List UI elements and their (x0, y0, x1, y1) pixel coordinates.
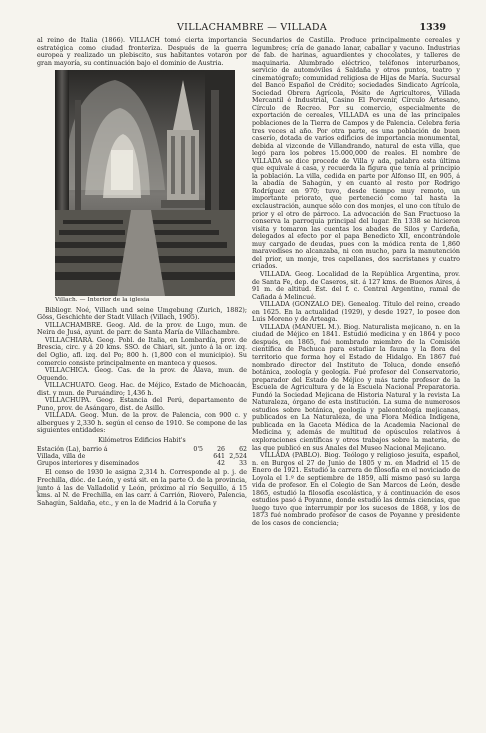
table-cell-buildings: 26 (217, 445, 225, 453)
table-row (37, 446, 247, 453)
running-title: VILLACHAMBRE — VILLADA (177, 22, 328, 33)
entry-villada-manuel: VILLADA (MANUEL M.). Biog. Naturalista mejicano, n. en la ciudad de Méjico en 1841. Estudió medicina y en 1864 y poco después, en 1865, fué nombrado miembro de la Comisión científica de Pachuca para estudiar la fauna y la flora del territorio que forma hoy el Estado de Hidalgo. En 1867 fué nombrado director del Instituto de Toluca, donde enseñó botánica, zoología y geología. Fué profesor del Conservatorio, preparador del Estado de Méjico y más tarde profesor de la Escuela de Agricultura y de la Escuela Nacional Preparatoria. Fundó la Sociedad Mejicana de Historia Natural y la revista La Naturaleza, órgano de esta institución. La suma de numerosos estudios sobre botánica, geología y paleontología mejicanas, publicados en La Naturaleza, de una Flora Médica Indígena, publicada en la Gaceta Médica de la Academia Nacional de Medicina y, además de multitud de opúsculos relativos á exploraciones científicas y otros trabajos sobre la materia, de las que publicó en sus Anales del Museo Nacional Mejicano. (252, 323, 460, 452)
table-cell-label: Estación (La), barrio á (37, 445, 108, 453)
entry-villachambre: VILLACHAMBRE. Geog. Ald. de la prov. de Lugo, mun. de Neira de Jusá, ayunt. de parr. de Santa María de Villachambre. (37, 321, 247, 337)
entry-villachiara: VILLACHIARA. Geog. Pobl. de Italia, en Lombardía, prov. de Brescia, circ. y á 20 kms. SSO. de Chiari, sit. junto á la or. izq. del Oglio, afl. izq. del Po; 800 h. (1,800 con el municipio). Su comercio consiste principalmente en manteca y quesos. (37, 336, 247, 367)
right-column (252, 37, 460, 528)
table-row (37, 460, 247, 467)
table-cell-km: 0'5 (193, 445, 203, 453)
entry-villada-pablo: VILLADA (PABLO). Biog. Teólogo y religioso jesuíta, español, n. en Burgos el 27 de Junio de 1805 y m. en Madrid el 15 de Enero de 1921. Estudió la carrera de filosofía en el noviciado de Loyola el 1.º de septiembre de 1859, allí mismo pasó su larga vida de profesor. En el Colegio de San Marcos de León, desde 1865, estudió la filosofía escolástica, y á continuación de esos estudios pasó á Poyanne, donde estudió las demás ciencias, que luego tuvo que interrumpir por los sucesos de 1868, y los de 1873 fué nombrado profesor de casos de Poyanne y presidente de los casos de conciencia; (252, 452, 460, 527)
church-figure (55, 70, 235, 305)
table-header: Kilómetros Edificios Habit's (98, 437, 186, 445)
entry-villada-title: VILLADA (GONZALO DE). Genealog. Título del reino, creado en 1625. En la actualidad (1929), y desde 1927, lo posee don Luis Moreno y de Arteaga. (252, 301, 460, 324)
entry-villada-palencia: VILLADA. Geog. Mun. de la prov. de Palencia, con 900 c. y albergues y 2,330 h. según el censo de 1910. Se compone de las siguientes entidades: (37, 412, 247, 435)
page-number: 1339 (419, 22, 446, 33)
villada-entities-table (37, 437, 247, 467)
table-cell-inhabitants: 33 (239, 460, 247, 468)
table-cell-inhabitants: 2,524 (229, 452, 247, 460)
entry-villada-argentina: VILLADA. Geog. Localidad de la República Argentina, prov. de Santa Fe, dep. de Caseros, sit. á 127 kms. de Buenos Aires, á 91 m. de altitud. Est. del f. c. Central Argentino, ramal de Cañada á Melincué. (252, 270, 460, 301)
table-cell-km (181, 453, 203, 460)
church-interior-photo (55, 70, 235, 296)
table-cell-label: Grupos interiores y diseminados (37, 460, 139, 468)
table-row (37, 453, 247, 460)
figure-caption: Villach. — Interior de la iglesia (55, 297, 150, 304)
table-cell-km (181, 460, 203, 467)
villach-intro: al reino de Italia (1866). VILLACH tomó cierta importancia estratégica como ciudad fronteriza. Después de la guerra europea y realizado un plebiscito, sus habitantes votaron por gran mayoría, su continuación bajo el dominio de Austria. (37, 37, 247, 67)
table-cell-inhabitants: 62 (239, 445, 247, 453)
table-cell-buildings: 641 (213, 452, 225, 460)
entities-table-body (37, 446, 247, 468)
church-interior-illustration (55, 70, 235, 296)
table-cell-label: Villada, villa de (37, 452, 86, 460)
villada-description: Secundarios de Castilla. Produce principalmente cereales y legumbres; cría de ganado lanar, caballar y vacuno. Industrias de fab. de harinas, aguardientes y chocolates, y talleres de maquinaria. Alumbrado eléctrico, teléfonos interurbanos, servicio de automóviles á Saldaña y otros puntos, teatro y cinematógrafo; comunidad religiosa de Hijas de María. Sucursal del Banco Español de Crédito; sociedades Sindicato Agrícola, Sociedad Obrera Agrícola, Pósito de Agricultores, Villada Mercantil é Industrial, Casino El Porvenir, Círculo Artesano, Círculo de Recreo. Por su comercio, especialmente de exportación de cereales, VILLADA es una de las principales poblaciones de la Tierra de Campos y de Palencia. Celebra feria tres veces al año. Por otra parte, es una población de buen caserío, dotada de varios edificios de importancia monumental, debida al vizconde de Villandrando, natural de esta villa, que legó para los pobres 15.000,000 de reales. El nombre de VILLADA se dice procede de Villa y ada, palabra esta última que equivale á casa, y recuerda la figura que tenía al principio la población. La villa, cedida en parte por Alfonso III, en 905, á la abadía de Sahagún, y en cuanto al resto por Rodrigo Rodríguez en 970; tuvo, desde tiempo muy remoto, un importante priorato, que perteneció como tal hasta la exclaustración, aunque sólo con dos monjes, el uno con título de prior y el otro de párroco. La advocación de San Fructuoso la conserva la parroquia principal del lugar. En 1338 se hicieron visita y tomaron las cuentas los abades de Silos y Cardeña, delegados al efecto por el papa Benedicto XII, encontrándole muy cargado de deudas, pues con la módica renta de 1,860 maravedises no alcanzaba, ni con mucho, para la manutención del prior, un monje, tres capellanes, dos sacristanes y cuatro criados. (252, 37, 460, 271)
left-column (37, 37, 247, 507)
entry-villachupa: VILLACHUPA. Geog. Estancia del Perú, departamento de Puno, prov. de Asángaro, dist. de Asillo. (37, 397, 247, 412)
entry-villachica: VILLACHICA. Geog. Cas. de la prov. de Álava, mun. de Oquendo. (37, 367, 247, 382)
table-cell-buildings: 42 (217, 460, 225, 468)
bibliography-note: Bibliogr. Noé, Villach und seine Umgebung (Zurich, 1882); Göss, Geschichte der Stadt Villach (Villach, 1905). (37, 306, 247, 322)
entry-villachuato: VILLACHUATO. Geog. Hac. de Méjico, Estado de Michoacán, dist. y mun. de Puruándiro; 1,436 h. (37, 382, 247, 397)
page-header (0, 22, 486, 36)
villada-census-text: El censo de 1930 le asigna 2,314 h. Corresponde al p. j. de Frechilla, dióc. de León, y está sit. en la parte O. de la provincia, junto á las de Valladolid y León, próximo al río Sequillo, á 15 kms. al N. de Frechilla, en las carr. á Carrión, Riovero, Palencia, Sahagún, Saldaña, etc., y en la de Madrid á la Coruña y (37, 469, 247, 507)
